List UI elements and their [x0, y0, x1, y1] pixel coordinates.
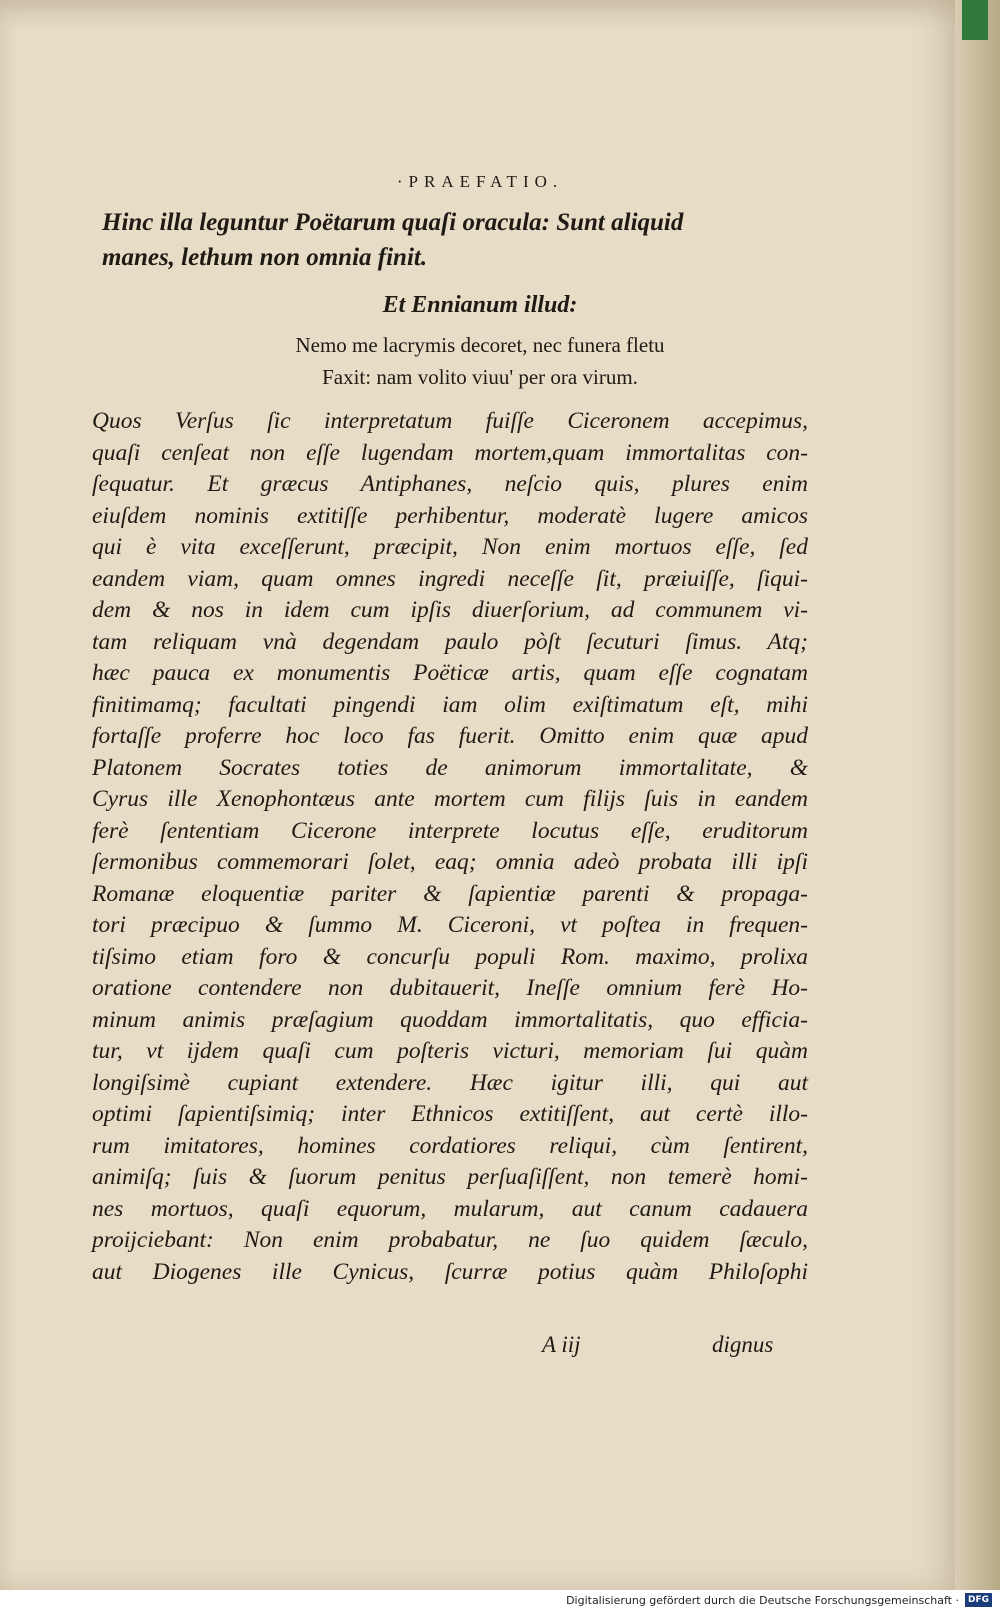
- body-line: rum imitatores, homines cordatiores reliqui, cùm ſentirent,: [92, 1132, 808, 1159]
- ennius-intro: Et Ennianum illud:: [382, 292, 578, 318]
- body-line: ſequatur. Et græcus Antiphanes, neſcio quis, plures enim: [92, 471, 808, 497]
- body-line: nes mortuos, quaſi equorum, mularum, aut canum cadauera: [92, 1195, 808, 1222]
- page-edge: [955, 0, 1000, 1590]
- body-line: Platonem Socrates toties de animorum immortalitate, &: [92, 754, 808, 781]
- body-line: oratione contendere non dubitauerit, Ineſſe omnium ferè Ho-: [92, 975, 808, 1001]
- body-line: Quos Verſus ſic interpretatum fuiſſe Ciceronem accepimus,: [92, 408, 808, 434]
- body-line: hæc pauca ex monumentis Poëticæ artis, quam eſſe cognatam: [92, 660, 808, 686]
- running-head: ·PRAEFATIO.: [396, 172, 564, 191]
- digitization-footer: [566, 1591, 992, 1609]
- body-line: eandem viam, quam omnes ingredi neceſſe ſit, præiuiſſe, ſiqui-: [92, 565, 808, 592]
- body-line: animiſq; ſuis & ſuorum penitus perſuaſiſſent, non temerè homi-: [92, 1164, 808, 1190]
- body-line: dem & nos in idem cum ipſis diuerſorium, ad communem vi-: [92, 597, 808, 623]
- body-line: optimi ſapientiſsimiq; inter Ethnicos extitiſſent, aut certè illo-: [92, 1101, 808, 1127]
- body-paragraph: [92, 406, 808, 1288]
- body-line: qui è vita exceſſerunt, præcipit, Non enim mortuos eſſe, ſed: [92, 534, 808, 560]
- body-line: tur, vt ijdem quaſi cum poſteris victuri, memoriam ſui quàm: [92, 1038, 808, 1064]
- footer-credit: Digitalisierung gefördert durch die Deutsche Forschungsgemeinschaft ·: [566, 1593, 959, 1607]
- body-line: finitimamq; facultati pingendi iam olim exiſtimatum eſt, mihi: [92, 691, 808, 718]
- body-line: aut Diogenes ille Cynicus, ſcurræ potius quàm Philoſophi: [92, 1258, 808, 1285]
- body-line: eiuſdem nominis extitiſſe perhibentur, moderatè lugere amicos: [92, 502, 808, 529]
- body-line: proijciebant: Non enim probabatur, ne ſuo quidem ſæculo,: [92, 1227, 808, 1253]
- quote-intro-line: manes, lethum non omnia finit.: [102, 244, 428, 271]
- body-line: tiſsimo etiam foro & concurſu populi Rom. maximo, prolixa: [92, 943, 808, 970]
- dfg-logo: DFG: [965, 1593, 992, 1607]
- quote-intro: [102, 205, 822, 275]
- quote-intro-line: Hinc illa leguntur Poëtarum quaſi oracula: Sunt aliquid: [102, 209, 684, 236]
- signature-mark: A iij: [542, 1332, 581, 1357]
- body-line: Romanæ eloquentiæ pariter & ſapientiæ parenti & propaga-: [92, 880, 808, 907]
- body-line: ferè ſententiam Cicerone interprete locutus eſſe, eruditorum: [92, 817, 808, 844]
- body-line: tori præcipuo & ſummo M. Ciceroni, vt poſtea in frequen-: [92, 912, 808, 938]
- body-line: longiſsimè cupiant extendere. Hæc igitur illi, qui aut: [92, 1069, 808, 1096]
- body-line: ſermonibus commemorari ſolet, eaq; omnia adeò probata illi ipſi: [92, 849, 808, 875]
- verse-line: Nemo me lacrymis decoret, nec funera fletu: [295, 333, 665, 357]
- body-line: fortaſſe proferre hoc loco fas fuerit. Omitto enim quæ apud: [92, 723, 808, 749]
- green-ribbon-marker: [962, 0, 988, 40]
- body-line: minum animis præſagium quoddam immortalitatis, quo efficia-: [92, 1006, 808, 1033]
- verse-line: Faxit: nam volito viuu' per ora virum.: [322, 365, 638, 389]
- body-line: Cyrus ille Xenophontæus ante mortem cum filijs ſuis in eandem: [92, 786, 808, 812]
- catchword: dignus: [712, 1332, 774, 1357]
- body-line: tam reliquam vnà degendam paulo pòſt ſecuturi ſimus. Atq;: [92, 628, 808, 655]
- body-line: quaſi cenſeat non eſſe lugendam mortem,quam immortalitas con-: [92, 439, 808, 466]
